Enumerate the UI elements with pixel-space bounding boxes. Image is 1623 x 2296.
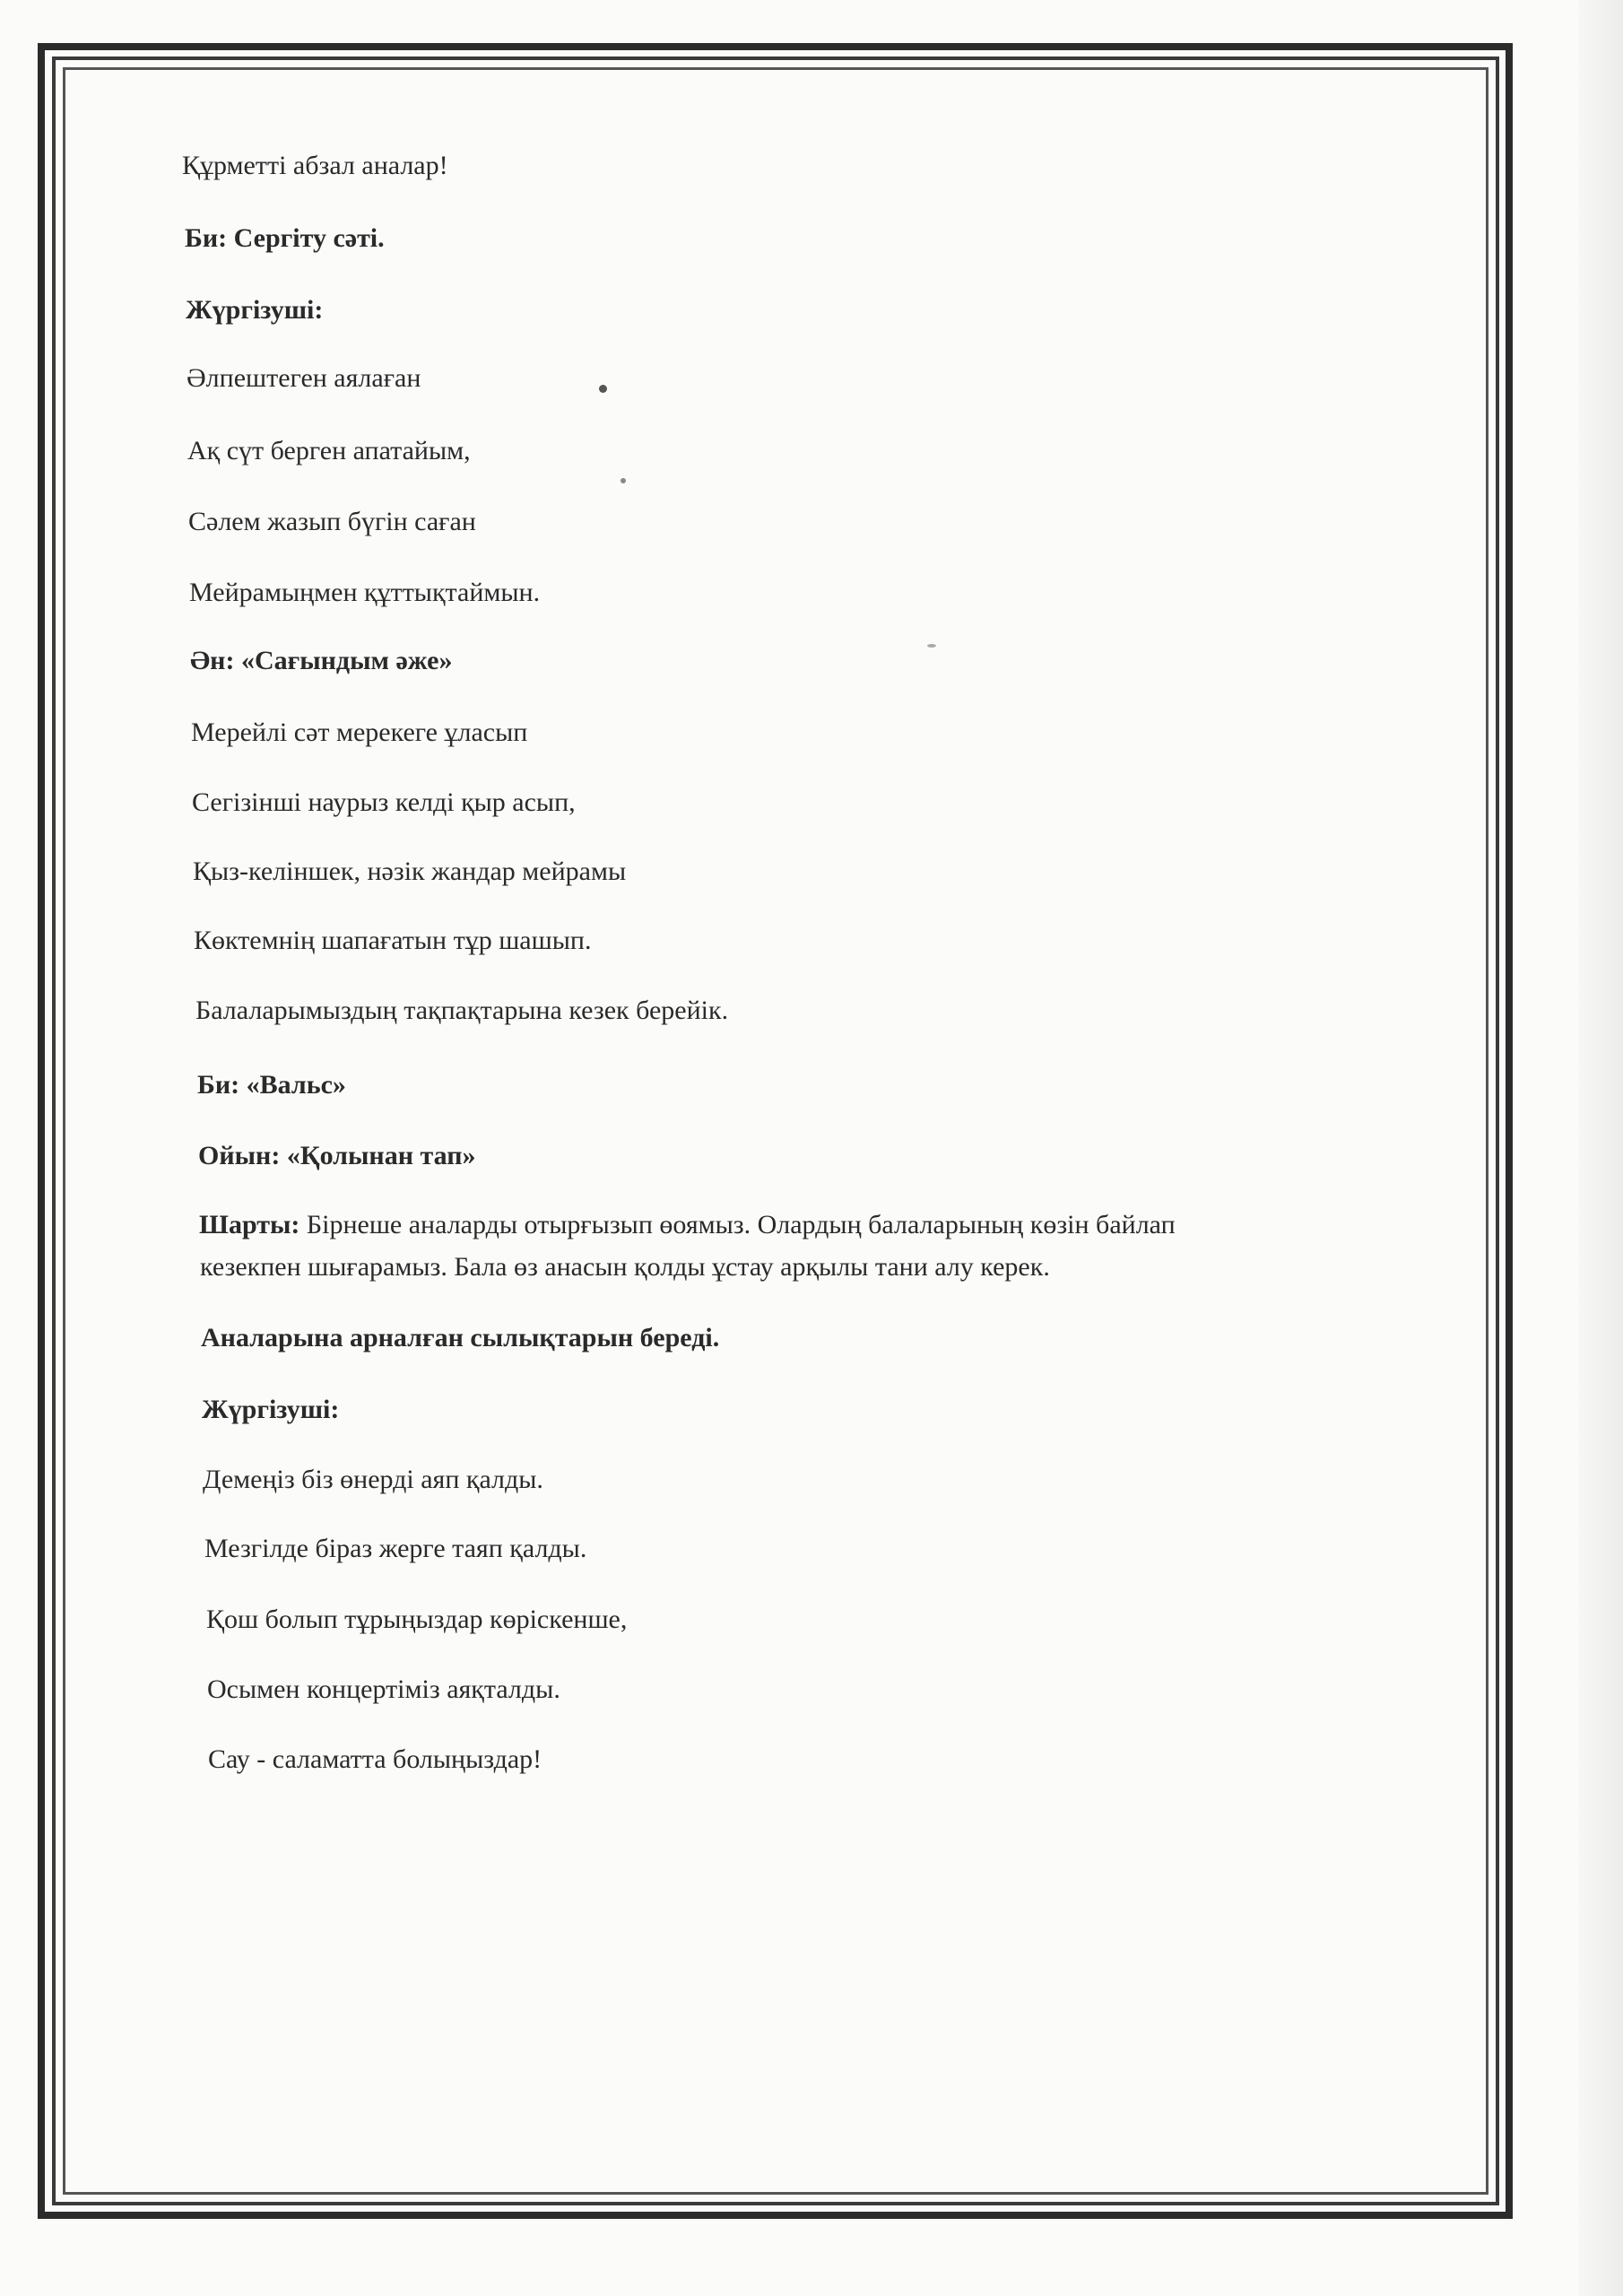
poem-line: Демеңіз біз өнерді аяп қалды. bbox=[203, 1465, 543, 1494]
poem-line: Мейрамыңмен құттықтаймын. bbox=[189, 578, 541, 607]
poem-line: Ақ сүт берген апатайым, bbox=[187, 436, 471, 465]
poem-line: Мерейлі сәт мерекеге ұласып bbox=[191, 718, 528, 747]
dance-heading: Би: Сергіту сәті. bbox=[185, 223, 385, 253]
rules-text: Бірнеше аналарды отырғызып өоямыз. Олардың балаларының көзін байлап bbox=[306, 1210, 1176, 1239]
host-heading: Жүргізуші: bbox=[186, 295, 324, 325]
poem-line: Сәлем жазып бүгін саған bbox=[188, 507, 476, 536]
poem-line: Әлпештеген аялаған bbox=[187, 363, 421, 393]
poem-line: Балаларымыздың тақпақтарына кезек берейік. bbox=[195, 996, 729, 1025]
song-heading: Ән: «Сағындым әже» bbox=[190, 646, 453, 675]
poem-line: Қош болып тұрыңыздар көріскенше, bbox=[206, 1605, 628, 1634]
rules-label: Шарты: bbox=[199, 1210, 300, 1239]
gifts-heading: Аналарына арналған сылықтарын береді. bbox=[201, 1323, 720, 1352]
game-heading: Ойын: «Қолынан тап» bbox=[198, 1141, 476, 1170]
greeting-text: Құрметті абзал аналар! bbox=[182, 151, 448, 180]
rules-paragraph-line-1 bbox=[199, 1208, 1176, 1242]
dance-heading: Би: «Вальс» bbox=[197, 1070, 346, 1100]
poem-line: Қыз-келіншек, нәзік жандар мейрамы bbox=[193, 857, 627, 886]
poem-line: Сегізінші наурыз келді қыр асып, bbox=[192, 787, 576, 817]
poem-line: Осымен концертіміз аяқталды. bbox=[207, 1674, 560, 1704]
poem-line: Сау - саламатта болыңыздар! bbox=[208, 1744, 542, 1774]
host-heading: Жүргізуші: bbox=[202, 1395, 340, 1424]
poem-line: Мезгілде біраз жерге таяп қалды. bbox=[204, 1534, 587, 1563]
poem-line: Көктемнің шапағатын тұр шашып. bbox=[194, 926, 592, 955]
rules-paragraph-line-2: кезекпен шығарамыз. Бала өз анасын қолды ұстау арқылы тани алу керек. bbox=[200, 1252, 1050, 1282]
